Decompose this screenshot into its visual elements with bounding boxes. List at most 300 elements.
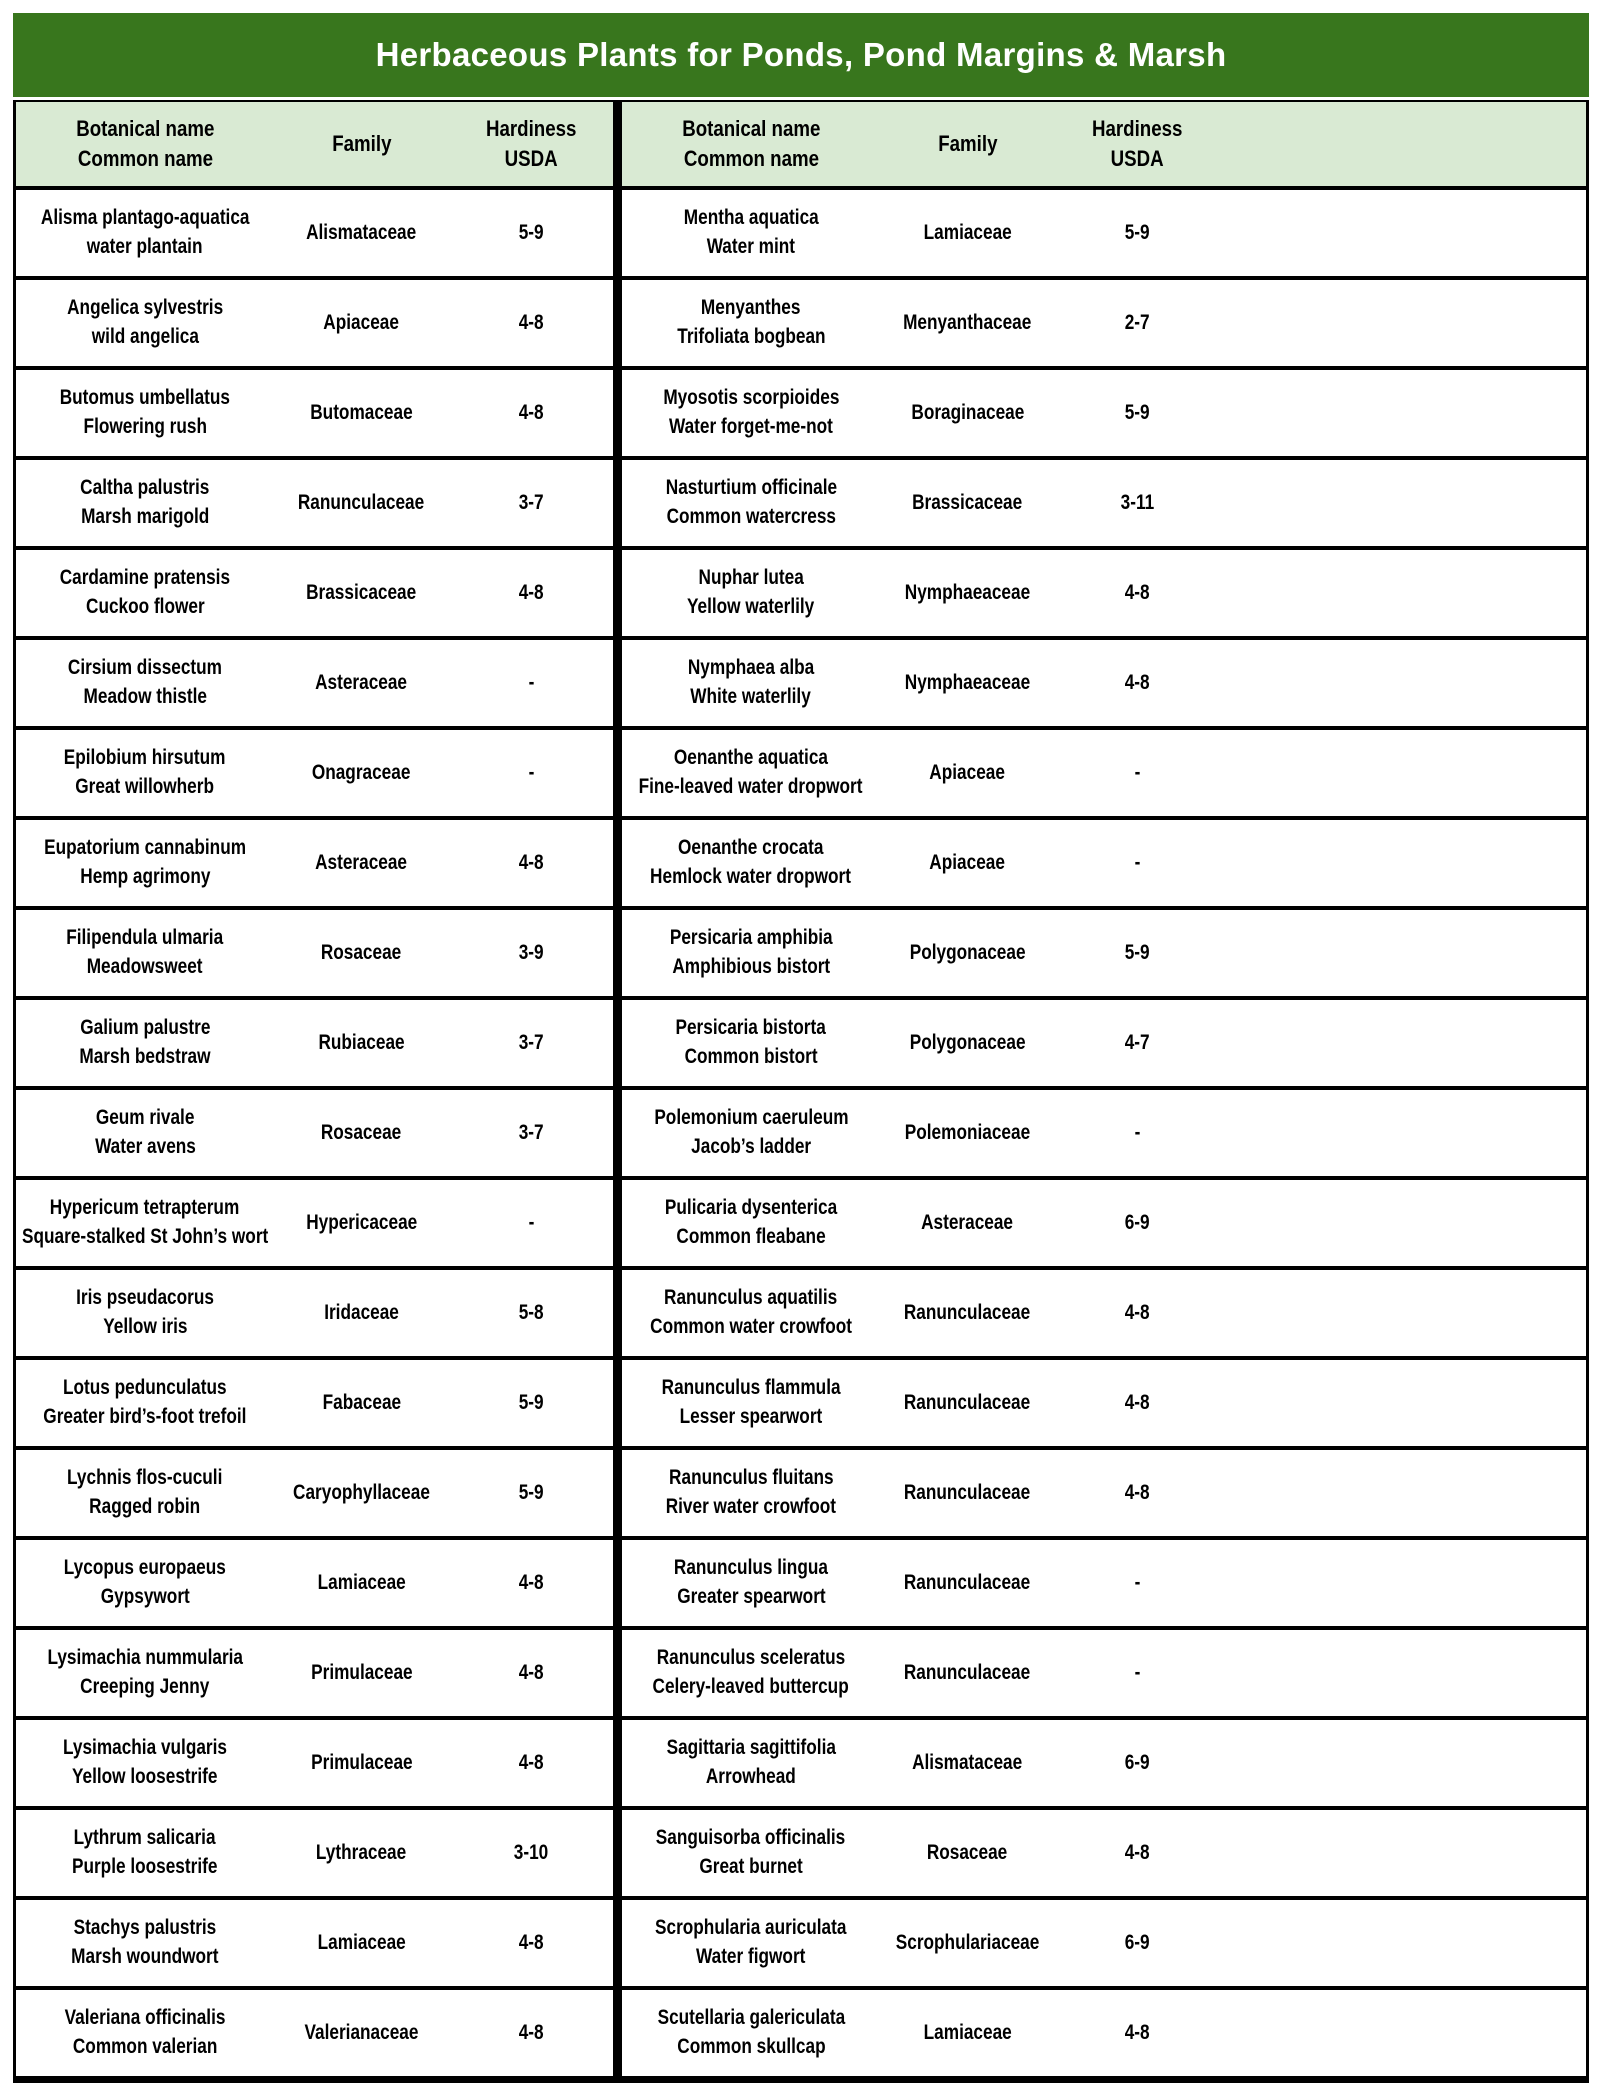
table-row [16,1360,1586,1450]
header-botanical-common-left [16,102,274,186]
family-cell [274,1090,449,1176]
family-cell [880,1090,1055,1176]
plant-name-cell [16,1630,274,1716]
common-name: Fine-leaved water dropwort [639,775,863,798]
family-name: Nymphaeaceae [904,670,1031,694]
family-name: Primulaceae [310,1750,413,1774]
plant-name-cell [622,1810,880,1896]
plant-name-cell [622,820,880,906]
common-name: River water crowfoot [665,1495,837,1518]
family-name: Apiaceae [929,760,1006,784]
hardiness-value: 4-8 [518,1660,544,1684]
table-body [16,190,1586,2080]
botanical-name: Lysimachia vulgaris [62,1736,227,1760]
hardiness-value: 3-7 [518,1120,544,1144]
common-name: Celery-leaved buttercup [652,1675,850,1698]
family-cell [880,280,1055,366]
plant-name-cell [622,730,880,816]
common-name: Amphibious bistort [672,955,830,978]
plant-name-cell [622,1000,880,1086]
header-empty-space [1219,102,1586,186]
hardiness-value: 4-8 [1124,1840,1150,1864]
botanical-name: Cirsium dissectum [67,656,223,680]
column-divider [613,370,622,456]
family-cell [274,1810,449,1896]
botanical-name: Polemonium caeruleum [653,1106,849,1130]
header-usda-label: USDA [504,146,558,171]
hardiness-cell [449,1270,613,1356]
common-name: Common water crowfoot [650,1315,852,1338]
hardiness-cell [449,1630,613,1716]
hardiness-value: 4-8 [518,1570,544,1594]
family-cell [274,1000,449,1086]
row-empty-space [1219,910,1586,996]
family-cell [274,1720,449,1806]
botanical-name: Ranunculus aquatilis [664,1286,838,1310]
botanical-name: Iris pseudacorus [76,1286,214,1310]
hardiness-value: - [528,760,534,784]
family-cell [274,460,449,546]
family-cell [274,1450,449,1536]
hardiness-cell [449,1450,613,1536]
botanical-name: Nasturtium officinale [665,476,837,500]
family-cell [880,1990,1055,2076]
column-divider [613,190,622,276]
plant-name-cell [16,1720,274,1806]
botanical-name: Eupatorium cannabinum [44,836,246,860]
botanical-name: Epilobium hirsutum [64,746,226,770]
family-name: Onagraceae [312,760,411,784]
hardiness-cell [1055,1630,1219,1716]
header-common-name: Common name [77,146,213,171]
botanical-name: Ranunculus sceleratus [656,1646,846,1670]
hardiness-value: - [1134,1120,1140,1144]
botanical-name: Pulicaria dysenterica [664,1196,838,1220]
row-empty-space [1219,1810,1586,1896]
family-cell [880,1810,1055,1896]
hardiness-value: 4-8 [1124,1300,1150,1324]
table-row [16,1540,1586,1630]
family-name: Lamiaceae [317,1570,406,1594]
family-cell [274,730,449,816]
plant-name-cell [622,1270,880,1356]
plant-name-cell [16,1990,274,2076]
family-name: Rosaceae [927,1840,1008,1864]
hardiness-value: 4-8 [518,580,544,604]
common-name: Great burnet [699,1855,803,1878]
botanical-name: Filipendula ulmaria [66,926,224,950]
hardiness-value: 4-8 [518,2020,544,2044]
botanical-name: Myosotis scorpioides [662,386,840,410]
plant-name-cell [16,1810,274,1896]
common-name: Greater spearwort [676,1585,826,1608]
hardiness-cell [1055,730,1219,816]
hardiness-value: 4-8 [1124,2020,1150,2044]
header-family-label: Family [937,130,998,156]
common-name: Yellow loosestrife [72,1765,218,1788]
common-name: Water forget-me-not [669,415,833,438]
table-row [16,1720,1586,1810]
hardiness-cell [1055,460,1219,546]
common-name: Hemp agrimony [79,865,211,888]
hardiness-value: - [1134,1660,1140,1684]
family-name: Fabaceae [322,1390,401,1414]
row-empty-space [1219,1900,1586,1986]
header-family-right [880,102,1055,186]
botanical-name: Mentha aquatica [683,206,819,230]
column-divider [613,550,622,636]
common-name: Meadowsweet [87,955,203,978]
plant-name-cell [622,1450,880,1536]
table-row [16,190,1586,280]
hardiness-value: 5-9 [1124,220,1150,244]
botanical-name: Cardamine pratensis [59,566,231,590]
row-empty-space [1219,370,1586,456]
hardiness-value: 6-9 [1124,1930,1150,1954]
family-name: Lamiaceae [923,2020,1012,2044]
row-empty-space [1219,1000,1586,1086]
common-name: Common bistort [684,1045,818,1068]
header-family-left [274,102,449,186]
hardiness-cell [449,370,613,456]
column-divider [613,102,622,186]
family-cell [880,1000,1055,1086]
common-name: Creeping Jenny [80,1675,210,1698]
family-name: Asteraceae [315,670,408,694]
row-empty-space [1219,1270,1586,1356]
plant-name-cell [622,640,880,726]
botanical-name: Ranunculus lingua [673,1556,829,1580]
table-row [16,370,1586,460]
botanical-name: Caltha palustris [80,476,210,500]
common-name: Purple loosestrife [72,1855,218,1878]
family-name: Apiaceae [323,310,400,334]
hardiness-cell [449,730,613,816]
plant-name-cell [16,1180,274,1266]
table-row [16,730,1586,820]
hardiness-value: 4-8 [518,1930,544,1954]
botanical-name: Ranunculus flammula [661,1376,841,1400]
family-name: Ranunculaceae [904,1300,1031,1324]
hardiness-value: 4-8 [1124,670,1150,694]
family-cell [880,1900,1055,1986]
hardiness-cell [1055,370,1219,456]
hardiness-value: 4-8 [518,400,544,424]
column-divider [613,1900,622,1986]
common-name: Ragged robin [89,1495,201,1518]
family-name: Valerianaceae [304,2020,419,2044]
plant-name-cell [16,910,274,996]
hardiness-value: 3-7 [518,1030,544,1054]
hardiness-cell [1055,190,1219,276]
column-divider [613,1450,622,1536]
plant-name-cell [16,460,274,546]
family-cell [880,1630,1055,1716]
botanical-name: Lythrum salicaria [74,1826,216,1850]
botanical-name: Lotus pedunculatus [63,1376,227,1400]
common-name: Hemlock water dropwort [650,865,852,888]
family-cell [274,1360,449,1446]
plant-name-cell [16,550,274,636]
common-name: Yellow iris [102,1315,188,1338]
botanical-name: Sagittaria sagittifolia [666,1736,836,1760]
hardiness-cell [449,1000,613,1086]
header-hardiness-right [1055,102,1219,186]
hardiness-cell [1055,1360,1219,1446]
hardiness-value: - [1134,760,1140,784]
hardiness-value: - [1134,850,1140,874]
plant-name-cell [622,370,880,456]
hardiness-cell [1055,550,1219,636]
family-name: Caryophyllaceae [293,1480,430,1504]
family-cell [274,820,449,906]
family-name: Alismataceae [306,220,417,244]
family-cell [274,550,449,636]
hardiness-cell [449,1180,613,1266]
hardiness-value: - [528,1210,534,1234]
botanical-name: Oenanthe crocata [678,836,824,860]
column-divider [613,640,622,726]
column-divider [613,1810,622,1896]
hardiness-cell [449,1360,613,1446]
column-divider [613,1720,622,1806]
hardiness-cell [1055,1540,1219,1626]
column-divider [613,820,622,906]
hardiness-value: 4-8 [518,310,544,334]
family-name: Menyanthaceae [903,310,1032,334]
hardiness-cell [449,820,613,906]
plant-name-cell [622,1630,880,1716]
hardiness-cell [449,1900,613,1986]
plant-name-cell [622,1180,880,1266]
common-name: Arrowhead [706,1765,796,1788]
family-name: Brassicaceae [306,580,417,604]
hardiness-cell [1055,1000,1219,1086]
family-name: Alismataceae [912,1750,1023,1774]
family-cell [880,460,1055,546]
common-name: Water avens [94,1135,196,1158]
family-cell [274,190,449,276]
table-row [16,550,1586,640]
row-empty-space [1219,1180,1586,1266]
hardiness-value: 4-8 [518,1750,544,1774]
plant-name-cell [622,550,880,636]
plant-name-cell [622,1900,880,1986]
family-cell [880,190,1055,276]
family-cell [274,1900,449,1986]
common-name: Flowering rush [83,415,207,438]
header-usda-label: USDA [1110,146,1164,171]
plant-name-cell [622,910,880,996]
family-name: Ranunculaceae [298,490,425,514]
botanical-name: Geum rivale [95,1106,195,1130]
hardiness-cell [1055,1450,1219,1536]
row-empty-space [1219,280,1586,366]
hardiness-cell [1055,1090,1219,1176]
family-cell [274,1630,449,1716]
botanical-name: Sanguisorba officinalis [656,1826,846,1850]
family-cell [880,1450,1055,1536]
botanical-name: Menyanthes [701,296,801,320]
table-row [16,1450,1586,1540]
plant-name-cell [16,640,274,726]
hardiness-cell [449,1090,613,1176]
plant-name-cell [622,1720,880,1806]
plant-name-cell [622,1360,880,1446]
column-divider [613,280,622,366]
hardiness-cell [449,550,613,636]
hardiness-cell [449,640,613,726]
plant-name-cell [16,730,274,816]
hardiness-value: 4-8 [1124,1480,1150,1504]
page-title: Herbaceous Plants for Ponds, Pond Margins & Marsh [375,36,1227,73]
header-hardiness-label: Hardiness [1091,115,1183,141]
table-row [16,460,1586,550]
common-name: Great willowherb [75,775,215,798]
column-divider [613,460,622,546]
common-name: wild angelica [91,325,199,348]
family-cell [274,370,449,456]
family-cell [274,1990,449,2076]
hardiness-value: - [1134,1570,1140,1594]
common-name: Marsh marigold [80,505,210,528]
hardiness-cell [1055,1270,1219,1356]
hardiness-cell [1055,1720,1219,1806]
family-name: Ranunculaceae [904,1480,1031,1504]
hardiness-cell [1055,640,1219,726]
hardiness-cell [1055,1990,1219,2076]
hardiness-value: 5-9 [1124,400,1150,424]
hardiness-cell [449,280,613,366]
hardiness-value: 5-9 [518,1390,544,1414]
hardiness-value: 4-8 [518,850,544,874]
botanical-name: Stachys palustris [73,1916,217,1940]
row-empty-space [1219,1720,1586,1806]
hardiness-cell [1055,820,1219,906]
common-name: White waterlily [690,685,812,708]
hardiness-value: 6-9 [1124,1210,1150,1234]
common-name: Marsh woundwort [71,1945,219,1968]
family-cell [274,910,449,996]
plant-name-cell [16,280,274,366]
botanical-name: Scrophularia auriculata [655,1916,847,1940]
family-cell [274,640,449,726]
family-name: Iridaceae [324,1300,399,1324]
common-name: Gypsywort [100,1585,190,1608]
hardiness-cell [1055,280,1219,366]
hardiness-cell [449,460,613,546]
botanical-name: Angelica sylvestris [66,296,224,320]
common-name: Common skullcap [676,2035,826,2058]
family-cell [880,550,1055,636]
header-family-label: Family [331,130,392,156]
family-name: Asteraceae [921,1210,1014,1234]
family-name: Polemoniaceae [904,1120,1031,1144]
common-name: Square-stalked St John’s wort [21,1225,269,1248]
hardiness-value: 4-8 [1124,1390,1150,1414]
plant-name-cell [622,1990,880,2076]
table-row [16,1090,1586,1180]
hardiness-cell [1055,1810,1219,1896]
table-row [16,1900,1586,1990]
row-empty-space [1219,1540,1586,1626]
common-name: Greater bird’s-foot trefoil [43,1405,247,1428]
family-name: Asteraceae [315,850,408,874]
column-divider [613,1000,622,1086]
botanical-name: Butomus umbellatus [59,386,231,410]
botanical-name: Lycopus europaeus [63,1556,227,1580]
column-divider [613,1360,622,1446]
common-name: Cuckoo flower [85,595,205,618]
common-name: Water figwort [696,1945,806,1968]
common-name: Lesser spearwort [679,1405,823,1428]
common-name: Water mint [706,235,796,258]
family-cell [880,1270,1055,1356]
row-empty-space [1219,820,1586,906]
botanical-name: Oenanthe aquatica [673,746,829,770]
family-name: Ranunculaceae [904,1390,1031,1414]
column-divider [613,1090,622,1176]
hardiness-value: 4-8 [1124,580,1150,604]
botanical-name: Valeriana officinalis [64,2006,226,2030]
table-header-row [16,102,1586,190]
hardiness-cell [449,1720,613,1806]
row-empty-space [1219,730,1586,816]
table-title-bar [13,13,1589,97]
family-name: Apiaceae [929,850,1006,874]
family-cell [880,730,1055,816]
header-botanical-name: Botanical name [75,115,215,141]
table-row [16,1990,1586,2080]
common-name: Common valerian [72,2035,218,2058]
plant-name-cell [622,1540,880,1626]
plant-name-cell [16,1360,274,1446]
table-row [16,1810,1586,1900]
hardiness-value: - [528,670,534,694]
family-cell [880,640,1055,726]
family-cell [274,1270,449,1356]
table-row [16,820,1586,910]
family-name: Lythraceae [316,1840,407,1864]
common-name: Jacob’s ladder [691,1135,811,1158]
common-name: Yellow waterlily [687,595,815,618]
family-name: Butomaceae [310,400,413,424]
botanical-name: Persicaria amphibia [669,926,833,950]
hardiness-value: 3-7 [518,490,544,514]
row-empty-space [1219,1630,1586,1716]
plant-name-cell [16,1900,274,1986]
plant-name-cell [622,280,880,366]
table-row [16,640,1586,730]
family-name: Scrophulariaceae [895,1930,1040,1954]
common-name: water plantain [87,235,203,258]
common-name: Marsh bedstraw [79,1045,211,1068]
row-empty-space [1219,640,1586,726]
family-name: Ranunculaceae [904,1570,1031,1594]
botanical-name: Nuphar lutea [698,566,804,590]
common-name: Meadow thistle [83,685,207,708]
header-botanical-name: Botanical name [681,115,821,141]
table-row [16,280,1586,370]
plant-name-cell [16,1090,274,1176]
family-cell [880,1180,1055,1266]
hardiness-value: 2-7 [1124,310,1150,334]
common-name: Trifoliata bogbean [676,325,826,348]
hardiness-value: 6-9 [1124,1750,1150,1774]
family-cell [274,1540,449,1626]
plant-name-cell [622,190,880,276]
family-name: Primulaceae [310,1660,413,1684]
